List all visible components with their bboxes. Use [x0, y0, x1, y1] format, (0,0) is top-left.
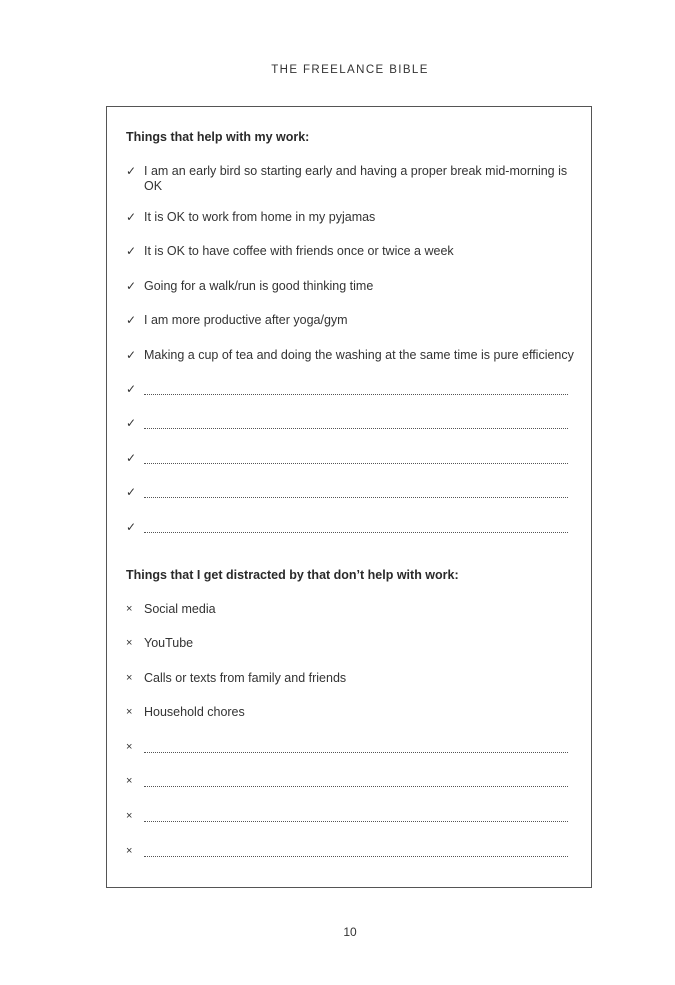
check-icon: ✓ [126, 382, 137, 396]
cross-icon: × [126, 706, 133, 718]
page-number: 10 [343, 925, 357, 939]
helps-item-text: I am an early bird so starting early and having a proper break mid-morning is OK [144, 164, 568, 193]
helps-item-text: It is OK to have coffee with friends once or twice a week [144, 244, 454, 258]
helps-item-text: Making a cup of tea and doing the washing at the same time is pure efficiency [144, 348, 574, 362]
cross-icon: × [126, 845, 133, 857]
cross-icon: × [126, 775, 133, 787]
dotted-fill-line [144, 463, 568, 464]
helps-heading: Things that help with my work: [126, 130, 310, 144]
dotted-fill-line [144, 786, 568, 787]
check-icon: ✓ [126, 416, 137, 430]
distractions-item-text: Household chores [144, 705, 245, 719]
dotted-fill-line [144, 752, 568, 753]
running-title: THE FREELANCE BIBLE [271, 64, 429, 76]
distractions-heading: Things that I get distracted by that don’t help with work: [126, 568, 459, 582]
helps-item-text: Going for a walk/run is good thinking time [144, 279, 374, 293]
check-icon: ✓ [126, 244, 137, 258]
distractions-item-text: YouTube [144, 636, 194, 650]
cross-icon: × [126, 810, 133, 822]
cross-icon: × [126, 672, 133, 684]
cross-icon: × [126, 741, 133, 753]
dotted-fill-line [144, 821, 568, 822]
distractions-item-text: Social media [144, 602, 216, 616]
check-icon: ✓ [126, 210, 137, 224]
dotted-fill-line [144, 428, 568, 429]
check-icon: ✓ [126, 164, 137, 178]
distractions-item-text: Calls or texts from family and friends [144, 671, 347, 685]
check-icon: ✓ [126, 520, 137, 534]
check-icon: ✓ [126, 451, 137, 465]
cross-icon: × [126, 637, 133, 649]
check-icon: ✓ [126, 485, 137, 499]
dotted-fill-line [144, 532, 568, 533]
dotted-fill-line [144, 856, 568, 857]
dotted-fill-line [144, 394, 568, 395]
check-icon: ✓ [126, 348, 137, 362]
helps-item-text: It is OK to work from home in my pyjamas [144, 210, 376, 224]
check-icon: ✓ [126, 313, 137, 327]
cross-icon: × [126, 603, 133, 615]
helps-item-text: I am more productive after yoga/gym [144, 313, 348, 327]
dotted-fill-line [144, 497, 568, 498]
check-icon: ✓ [126, 279, 137, 293]
